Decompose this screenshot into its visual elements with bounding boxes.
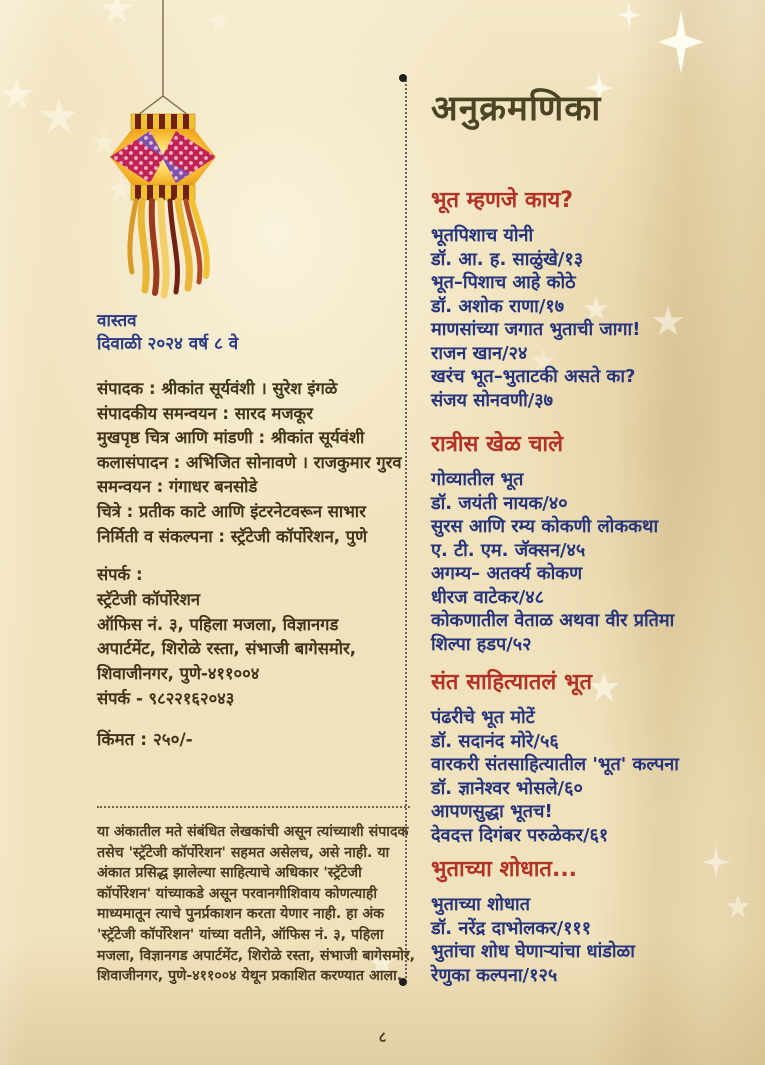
contact-line: अपार्टमेंट, शिरोळे रस्ता, संभाजी बागेसमोर, [97, 639, 357, 659]
page-title: अनुक्रमणिका [431, 89, 602, 129]
toc-entry-title: गोव्यातील भूत [431, 469, 524, 490]
contact-lines [97, 588, 356, 712]
toc-entry-author: डॉ. सदानंद मोरे/५६ [431, 730, 559, 752]
credit-line: मुखपृष्ठ चित्र आणि मांडणी : श्रीकांत सूर्यवंशी [97, 428, 365, 448]
toc-section [431, 186, 761, 412]
toc-section-heading: संत साहित्यातलं भूत [431, 670, 592, 695]
contact-line: शिवाजीनगर, पुणे-४११००४ [97, 664, 260, 684]
toc-entry-title: पंढरीचे भूत मोटें [431, 707, 535, 728]
edition-line: दिवाळी २०२४ वर्ष ८ वे [97, 334, 239, 354]
toc-section [431, 430, 761, 656]
toc-entry-author: डॉ. आ. ह. साळुंखे/१३ [431, 248, 584, 270]
contact-heading: संपर्क : [97, 565, 143, 584]
credit-line: निर्मिती व संकल्पना : स्ट्रॅटेजी कॉर्पोरेशन, पुणे [97, 526, 368, 546]
toc-entry-title: आपणसुद्धा भूतच! [431, 801, 553, 822]
toc-entry-author: शिल्पा हडप/५२ [431, 633, 532, 655]
magazine-name: वास्तव [97, 311, 137, 331]
sparkle-star-icon [0, 78, 34, 112]
toc-entry-title: कोकणातील वेताळ अथवा वीर प्रतिमा [431, 610, 675, 631]
toc-entry-title: वारकरी संतसाहित्यातील 'भूत' कल्पना [431, 754, 679, 775]
toc-entry-author: राजन खान/२४ [431, 342, 528, 364]
contact-line: ऑफिस नं. ३, पहिला मजला, विज्ञानगड [97, 614, 339, 634]
toc-entry-author: देवदत्त दिगंबर परुळेकर/६१ [431, 824, 609, 846]
toc-entry-title: सुरस आणि रम्य कोकणी लोककथा [431, 516, 659, 537]
toc-entry-title: भुतांचा शोध घेणाऱ्यांचा धांडोळा [431, 941, 635, 962]
toc-entry-title: माणसांच्या जगात भुताची जागा! [431, 319, 641, 340]
toc-entry-author: संजय सोनवणी/३७ [431, 389, 554, 411]
credit-line: कलासंपादन : अभिजित सोनावणे । राजकुमार गुरव [97, 452, 402, 472]
toc-entry-author: डॉ. नरेंद्र दाभोलकर/१११ [431, 917, 592, 939]
dotted-divider-horizontal [97, 806, 410, 808]
toc-entry-title: भुताच्या शोधात [431, 894, 530, 915]
contact-line: स्ट्रॅटेजी कॉर्पोरेशन [97, 589, 201, 609]
toc-section-heading: भूत म्हणजे काय? [431, 188, 573, 213]
toc-entry-author: धीरज वाटेकर/४८ [431, 586, 544, 608]
publication-info-column [97, 0, 415, 1065]
toc-section [431, 855, 761, 987]
toc-section [431, 668, 761, 847]
toc-entry-author: रेणुका कल्पना/१२५ [431, 964, 558, 986]
credit-line: समन्वयन : गंगाधर बनसोडे [97, 477, 258, 497]
toc-entry-author: ए. टी. एम. जॅक्सन/४५ [431, 539, 586, 561]
masthead [97, 310, 238, 356]
sparkle-star-icon [40, 98, 78, 136]
credit-line: संपादकीय समन्वयन : सारद मजकूर [97, 403, 313, 423]
toc-entry-title: खरंच भूत–भुताटकी असते का? [431, 366, 636, 387]
toc-entry-author: डॉ. अशोक राणा/१७ [431, 295, 565, 317]
toc-entry-title: अगम्य– अतर्क्य कोकण [431, 563, 583, 584]
toc-entry-author: डॉ. जयंती नायक/४० [431, 492, 568, 514]
credits-block [97, 377, 402, 549]
toc-section-heading: भुताच्या शोधात... [431, 857, 578, 882]
toc-entry-title: भूत–पिशाच आहे कोठे [431, 272, 576, 293]
contact-line: संपर्क - ९८२२१६२०४३ [97, 688, 235, 708]
page-number: ८ [378, 1028, 387, 1046]
credit-line: संपादक : श्रीकांत सूर्यवंशी । सुरेश इंगळे [97, 379, 338, 398]
toc-entry-author: डॉ. ज्ञानेश्वर भोसले/६० [431, 777, 583, 799]
credit-line: चित्रे : प्रतीक काटे आणि इंटरनेटवरून साभार [97, 501, 366, 521]
contact-block [97, 563, 356, 712]
toc-section-heading: रात्रीस खेळ चाले [431, 432, 564, 457]
toc-entry-title: भूतपिशाच योनी [431, 225, 534, 246]
price-line: किंमत : २५०/- [97, 730, 193, 750]
table-of-contents [431, 0, 761, 1065]
disclaimer-text: या अंकातील मते संबंधित लेखकांची असून त्यांच्याशी संपादक तसेच 'स्ट्रॅटेजी कॉर्पोरेशन' सहमत असेलच, असे नाही. या अंकात प्रसिद्ध झालेल्या साहित्याचे अधिकार 'स्ट्रॅटेजी कॉर्पोरेशन' यांच्याकडे असून परवानगीशिवाय कोणत्याही माध्यमातून त्याचे पुनर्प्रकाशन करता येणार नाही. हा अंक 'स्ट्रॅटेजी कॉर्पोरेशन' यांच्या वतीने, ऑफिस नं. ३, पहिला मजला, विज्ञानगड अपार्टमेंट, शिरोळे रस्ता, संभाजी बागेसमोर, शिवाजीनगर, पुणे-४११००४ येथून प्रकाशित करण्यात आला. [97, 824, 416, 985]
